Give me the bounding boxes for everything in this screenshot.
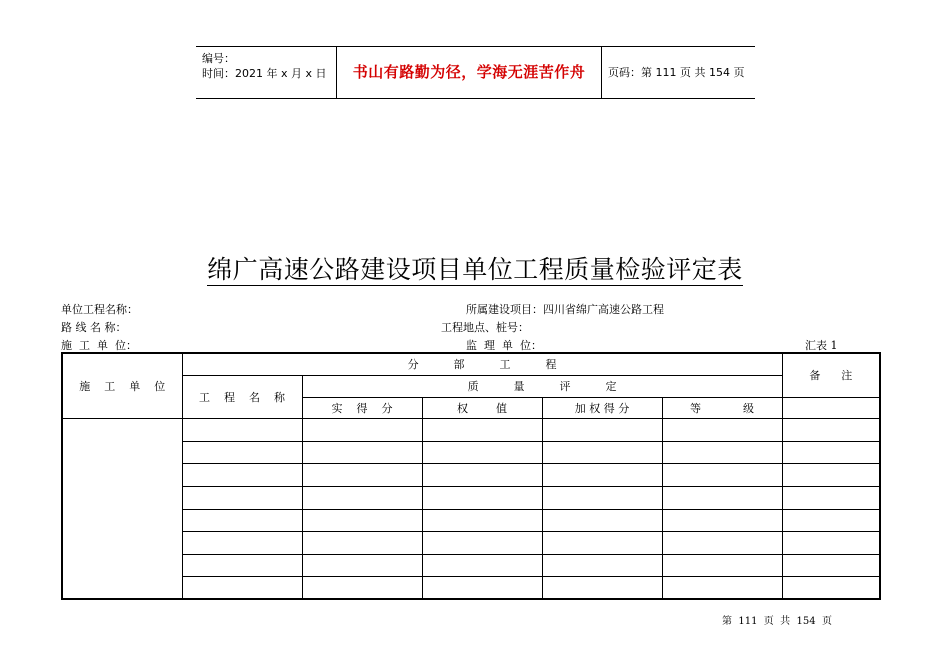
table-cell: [782, 464, 880, 486]
table-cell: [182, 555, 302, 577]
table-row: [62, 509, 880, 531]
grade-header: 等 级: [662, 397, 782, 418]
table-row: [62, 464, 880, 486]
evaluation-table: [61, 352, 881, 600]
construction-unit-label: 施 工 单 位：: [61, 339, 137, 352]
header-divider: [601, 47, 602, 98]
table-cell: [662, 555, 782, 577]
table-cell: [182, 509, 302, 531]
page-header: [196, 46, 755, 99]
table-cell: [302, 531, 422, 554]
remarks-cell: [782, 397, 880, 418]
table-cell: [422, 486, 542, 509]
table-cell: [182, 577, 302, 599]
table-cell: [422, 531, 542, 554]
table-cell: [662, 442, 782, 464]
construction-unit-header: 施 工 单 位: [62, 353, 182, 419]
table-cell: [542, 419, 662, 442]
table-cell: [422, 509, 542, 531]
table-cell: [782, 577, 880, 599]
number-label: 编号：: [202, 52, 235, 65]
summary-number: 汇表 1: [805, 339, 838, 352]
table-cell: [782, 442, 880, 464]
table-cell: [782, 419, 880, 442]
table-cell: [422, 555, 542, 577]
table-cell: [782, 531, 880, 554]
table-cell: [782, 509, 880, 531]
table-cell: [542, 577, 662, 599]
table-cell: [302, 577, 422, 599]
table-cell: [542, 531, 662, 554]
table-row: [62, 442, 880, 464]
table-cell: [782, 555, 880, 577]
table-cell: [422, 464, 542, 486]
project-location: 工程地点、桩号：: [441, 321, 529, 334]
table-row: [62, 531, 880, 554]
table-cell: [302, 464, 422, 486]
score-header: 实 得 分: [302, 397, 422, 418]
table-cell: [662, 486, 782, 509]
parent-project: 所属建设项目：四川省绵广高速公路工程: [466, 303, 664, 316]
construction-unit-cell: [62, 419, 182, 599]
table-cell: [182, 419, 302, 442]
table-cell: [662, 419, 782, 442]
table-cell: [182, 531, 302, 554]
table-row: [62, 555, 880, 577]
table-cell: [542, 509, 662, 531]
table-cell: [542, 555, 662, 577]
table-cell: [302, 509, 422, 531]
time-label: 时间：2021 年 x 月 x 日: [202, 67, 327, 80]
header-motto: 书山有路勤为径，学海无涯苦作舟: [352, 63, 586, 81]
table-cell: [182, 464, 302, 486]
title-text: 绵广高速公路建设项目单位工程质量检验评定表: [207, 255, 743, 284]
table-cell: [182, 442, 302, 464]
project-name-header: 工 程 名 称: [182, 375, 302, 418]
table-cell: [302, 419, 422, 442]
table-cell: [542, 464, 662, 486]
document-title: [0, 250, 950, 286]
page-footer: 第 111 页 共 154 页: [722, 616, 832, 627]
unit-project-name: 单位工程名称：: [61, 303, 138, 316]
table-cell: [422, 442, 542, 464]
route-name: 路 线 名 称：: [61, 321, 127, 334]
header-meta: [202, 51, 327, 81]
table-row: [62, 486, 880, 509]
weight-header: 权 值: [422, 397, 542, 418]
quality-eval-header: 质 量 评 定: [302, 375, 782, 397]
table-cell: [662, 464, 782, 486]
table-cell: [182, 486, 302, 509]
sub-project-header: 分 部 工 程: [182, 353, 782, 375]
table-cell: [422, 577, 542, 599]
remarks-header: 备 注: [782, 353, 880, 397]
table-cell: [422, 419, 542, 442]
table-cell: [662, 577, 782, 599]
table-cell: [302, 442, 422, 464]
supervision-unit-label: 监 理 单 位：: [466, 339, 542, 352]
table-cell: [782, 486, 880, 509]
table-cell: [662, 509, 782, 531]
table-cell: [662, 531, 782, 554]
page-counter: 页码：第 111 页 共 154 页: [608, 66, 745, 79]
table-cell: [542, 486, 662, 509]
table-cell: [302, 486, 422, 509]
table-cell: [542, 442, 662, 464]
table-cell: [302, 555, 422, 577]
table-row: [62, 577, 880, 599]
weighted-score-header: 加 权 得 分: [542, 397, 662, 418]
